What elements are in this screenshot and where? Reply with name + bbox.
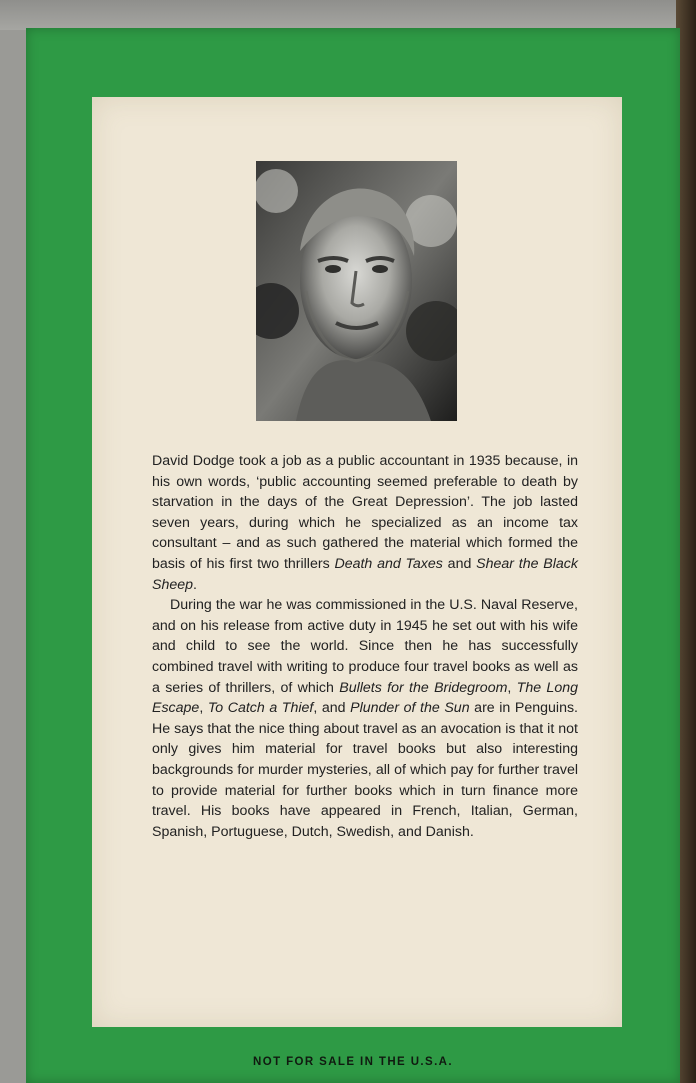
author-portrait-image — [256, 161, 457, 421]
book-title-the-long-escape: The Long Escape — [152, 679, 578, 717]
bio-p2-sep-2: , — [199, 700, 208, 717]
author-portrait — [256, 161, 457, 421]
book-title-shear-the-black-sheep: Shear the Black Sheep — [152, 555, 578, 593]
bio-paragraph-1 — [152, 451, 578, 595]
bio-paragraph-2 — [152, 595, 578, 842]
bio-p1-text: David Dodge took a job as a public accountant in 1935 because, in his own words, ‘public accounting seemed preferable to death by starvation in the days of the Great Depression’. The job lasted seven years, during which he specialized as an income tax consultant – and as such gathered the material which formed the basis of his first two thrillers — [152, 453, 578, 572]
book-top-edge — [0, 0, 696, 30]
bio-p2-sep-1: , — [507, 679, 517, 696]
back-cover — [26, 28, 680, 1083]
book-title-bullets-for-the-bridegroom: Bullets for the Bridegroom — [339, 679, 508, 696]
bio-p2-text: During the war he was commissioned in the U.S. Naval Reserve, and on his release from active duty in 1945 he set out with his wife and child to see the world. Since then he has successfully combined travel with writing to produce four travel books as well as a series of thrillers, of which — [152, 597, 578, 696]
author-bio — [152, 451, 578, 842]
cream-panel — [92, 97, 622, 1027]
bio-p2-end: are in Penguins. He says that the nice thing about travel as an avocation is that it not only gives him material for travel books but also interesting backgrounds for murder mysteries, all of which pay for further travel to provide material for further books which in turn finance more travel. His books have appeared in French, Italian, German, Spanish, Portuguese, Dutch, Swedish, and Danish. — [152, 700, 578, 840]
book-title-death-and-taxes: Death and Taxes — [334, 555, 443, 572]
sale-notice: NOT FOR SALE IN THE U.S.A. — [253, 1056, 453, 1068]
book-title-to-catch-a-thief: To Catch a Thief — [207, 700, 314, 717]
bio-p2-sep-3: , and — [313, 700, 351, 717]
bio-p1-conjunction: and — [442, 555, 477, 572]
bio-p1-end: . — [193, 576, 197, 593]
book-title-plunder-of-the-sun: Plunder of the Sun — [350, 700, 470, 717]
